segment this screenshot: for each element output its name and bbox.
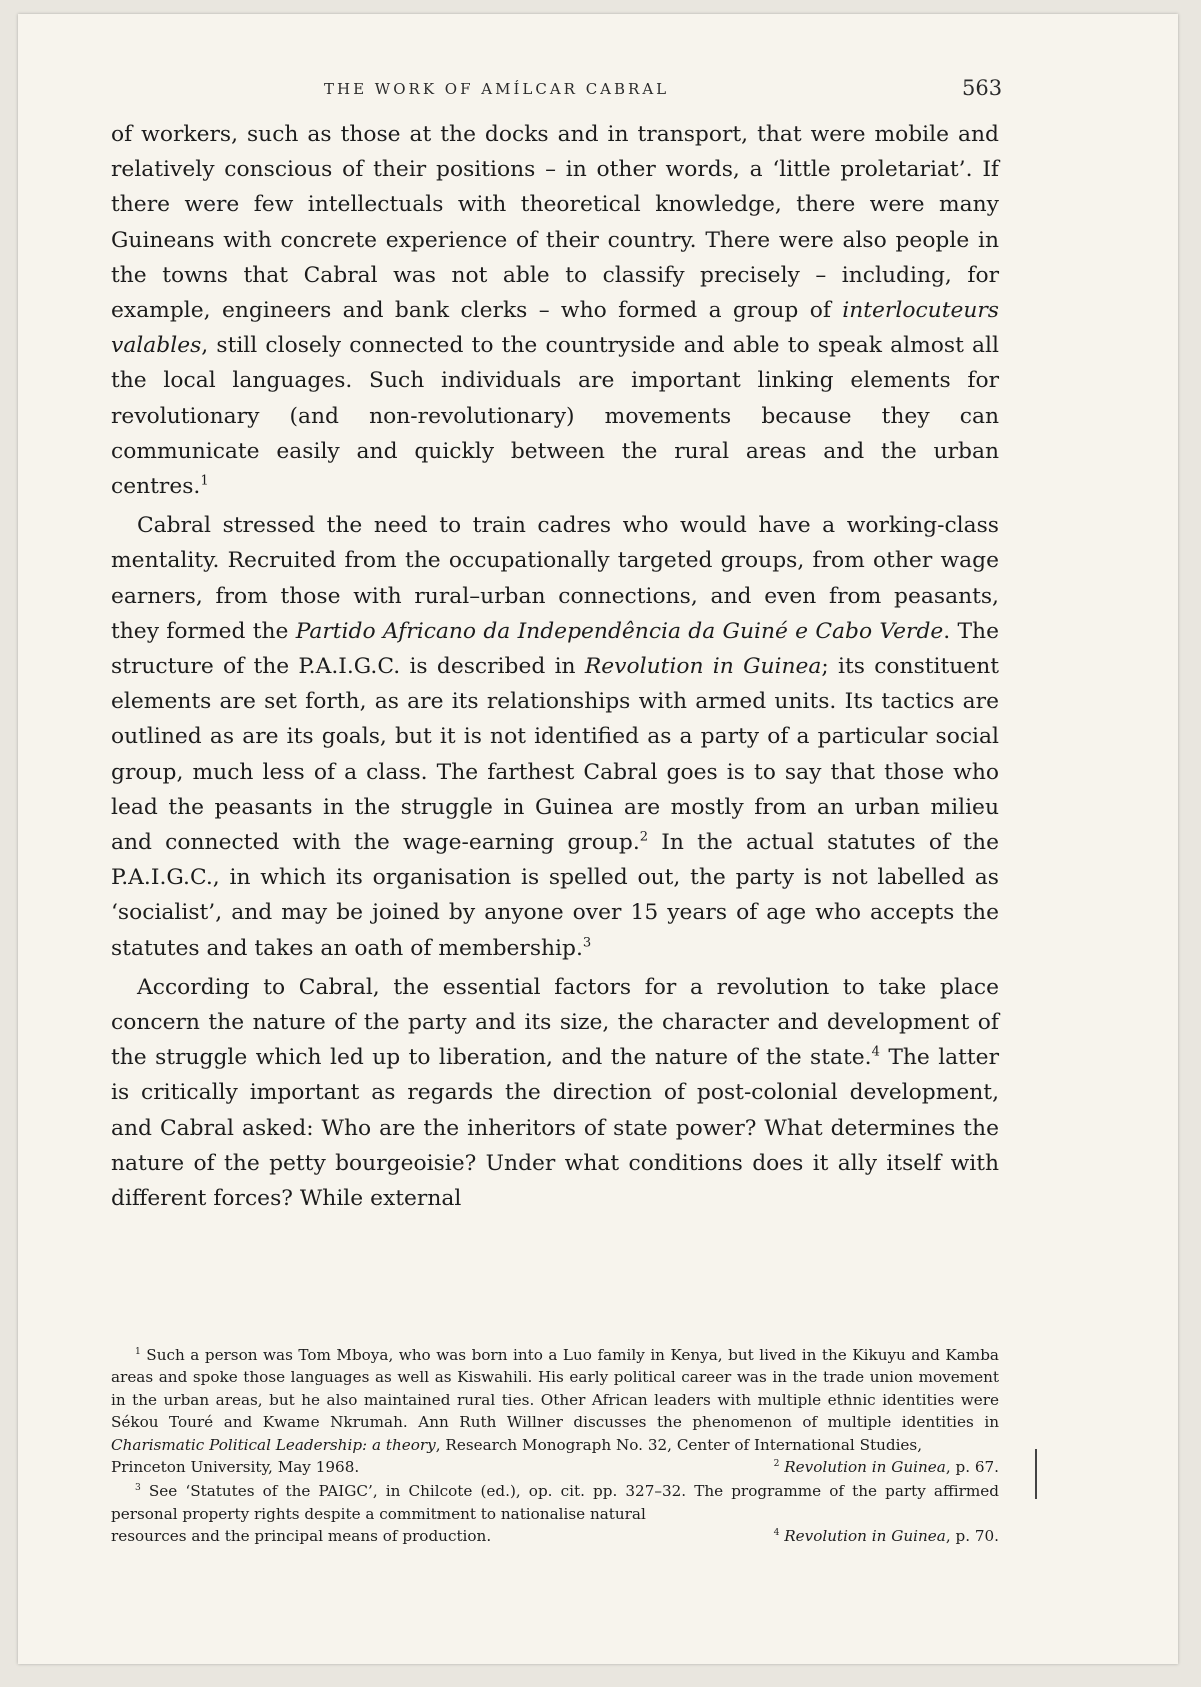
footnote-marker: 3 xyxy=(135,1483,141,1494)
footnote-1-text xyxy=(111,1346,999,1454)
margin-pencil-mark xyxy=(1035,1449,1037,1499)
italic-text: Revolution in Guinea xyxy=(584,654,822,680)
page-header xyxy=(18,76,1178,106)
footnote-3 xyxy=(111,1480,999,1547)
footnote-2-ref xyxy=(774,1456,999,1478)
text-run: , still closely connected to the countryside and able to speak almost all the local languages. Such individuals are important linking elements for revolutionary (and non-revolutionary) movements because they can communicate easily and quickly between the rural areas and the urban centres. xyxy=(111,333,999,500)
footnote-marker: 4 xyxy=(871,1045,880,1061)
text-run: ; its constituent elements are set forth, as are its relationships with armed units. Its tactics are outlined as are its goals, but it is not identified as a party of a particular social group, much less of a class. The farthest Cabral goes is to say that those who lead the peasants in the struggle in Guinea are mostly from an urban milieu and connected with the wage-earning group. xyxy=(111,654,999,856)
footnote-marker: 4 xyxy=(773,1528,780,1539)
italic-text: Revolution in Guinea xyxy=(784,1458,946,1477)
footnote-marker: 2 xyxy=(773,1458,780,1469)
body-paragraph-2 xyxy=(111,508,999,966)
footnote-1-tail xyxy=(111,1456,999,1478)
body-paragraph-1 xyxy=(111,117,999,504)
footnote-marker: 1 xyxy=(200,473,209,489)
text-run: , Research Monograph No. 32, Center of International Studies, xyxy=(435,1435,923,1454)
text-run: . The structure of the P.A.I.G.C. is described in xyxy=(111,618,999,680)
text-run: Such a person was Tom Mboya, who was born into a Luo family in Kenya, but lived in the Kikuyu and Kamba areas and spoke those languages as well as Kiswahili. His early political career was in the trade union movement in the urban areas, but he also maintained rural ties. Other African leaders with multiple ethnic identities were Sékou Touré and Kwame Nkrumah. Ann Ruth Willner discusses the phenomenon of multiple identities in xyxy=(111,1346,999,1432)
footnote-4-ref xyxy=(774,1525,999,1547)
body-text xyxy=(111,117,999,1216)
text-run: , p. 70. xyxy=(945,1527,999,1546)
footnote-1-tail-left: Princeton University, May 1968. xyxy=(111,1458,360,1477)
text-run: of workers, such as those at the docks and in transport, that were mobile and relatively conscious of their positions – in other words, a ‘little proletariat’. If there were few intellectuals with theoretical knowledge, there were many Guineans with concrete experience of their country. There were also people in the towns that Cabral was not able to classify precisely – including, for example, engineers and bank clerks – who formed a group of xyxy=(111,122,999,324)
italic-text: Charismatic Political Leadership: a theory xyxy=(111,1435,436,1454)
text-run: According to Cabral, the essential factors for a revolution to take place concern the nature of the party and its size, the character and development of the struggle which led up to liberation, and the nature of the state. xyxy=(111,974,999,1071)
footnote-3-tail xyxy=(111,1525,999,1547)
page-number: 563 xyxy=(962,76,1003,100)
footnote-marker: 2 xyxy=(639,829,649,845)
text-run: The latter is critically important as regards the direction of post-colonial development, and Cabral asked: Who are the inheritors of state power? What determines the nature of the petty bourgeoisie? Under what conditions does it ally itself with different forces? While external xyxy=(111,1045,1000,1212)
italic-text: Partido Africano da Independência da Guiné e Cabo Verde xyxy=(295,618,944,644)
body-paragraph-3 xyxy=(111,970,999,1216)
footnotes xyxy=(111,1344,999,1550)
text-run: In the actual statutes of the P.A.I.G.C., in which its organisation is spelled out, the party is not labelled as ‘socialist’, and may be joined by anyone over 15 years of age who accepts the statutes and takes an oath of membership. xyxy=(111,830,999,961)
text-run: , p. 67. xyxy=(945,1458,999,1477)
italic-text: Revolution in Guinea xyxy=(784,1527,946,1546)
page-sheet xyxy=(18,14,1178,1664)
text-run: See ‘Statutes of the PAIGC’, in Chilcote (ed.), op. cit. pp. 327–32. The programme of the party affirmed personal property rights despite a commitment to nationalise natural xyxy=(111,1482,999,1523)
footnote-marker: 1 xyxy=(135,1346,141,1357)
running-head: THE WORK OF AMÍLCAR CABRAL xyxy=(324,80,670,98)
footnote-3-tail-left: resources and the principal means of production. xyxy=(111,1527,492,1546)
text-run: Cabral stressed the need to train cadres who would have a working-class mentality. Recruited from the occupationally targeted groups, from other wage earners, from those with rural–urban connections, and even from peasants, they formed the xyxy=(111,513,999,644)
footnote-marker: 3 xyxy=(582,935,592,951)
footnote-1 xyxy=(111,1344,999,1478)
italic-text: interlocuteurs valables xyxy=(111,298,999,359)
footnote-3-text xyxy=(111,1482,999,1522)
